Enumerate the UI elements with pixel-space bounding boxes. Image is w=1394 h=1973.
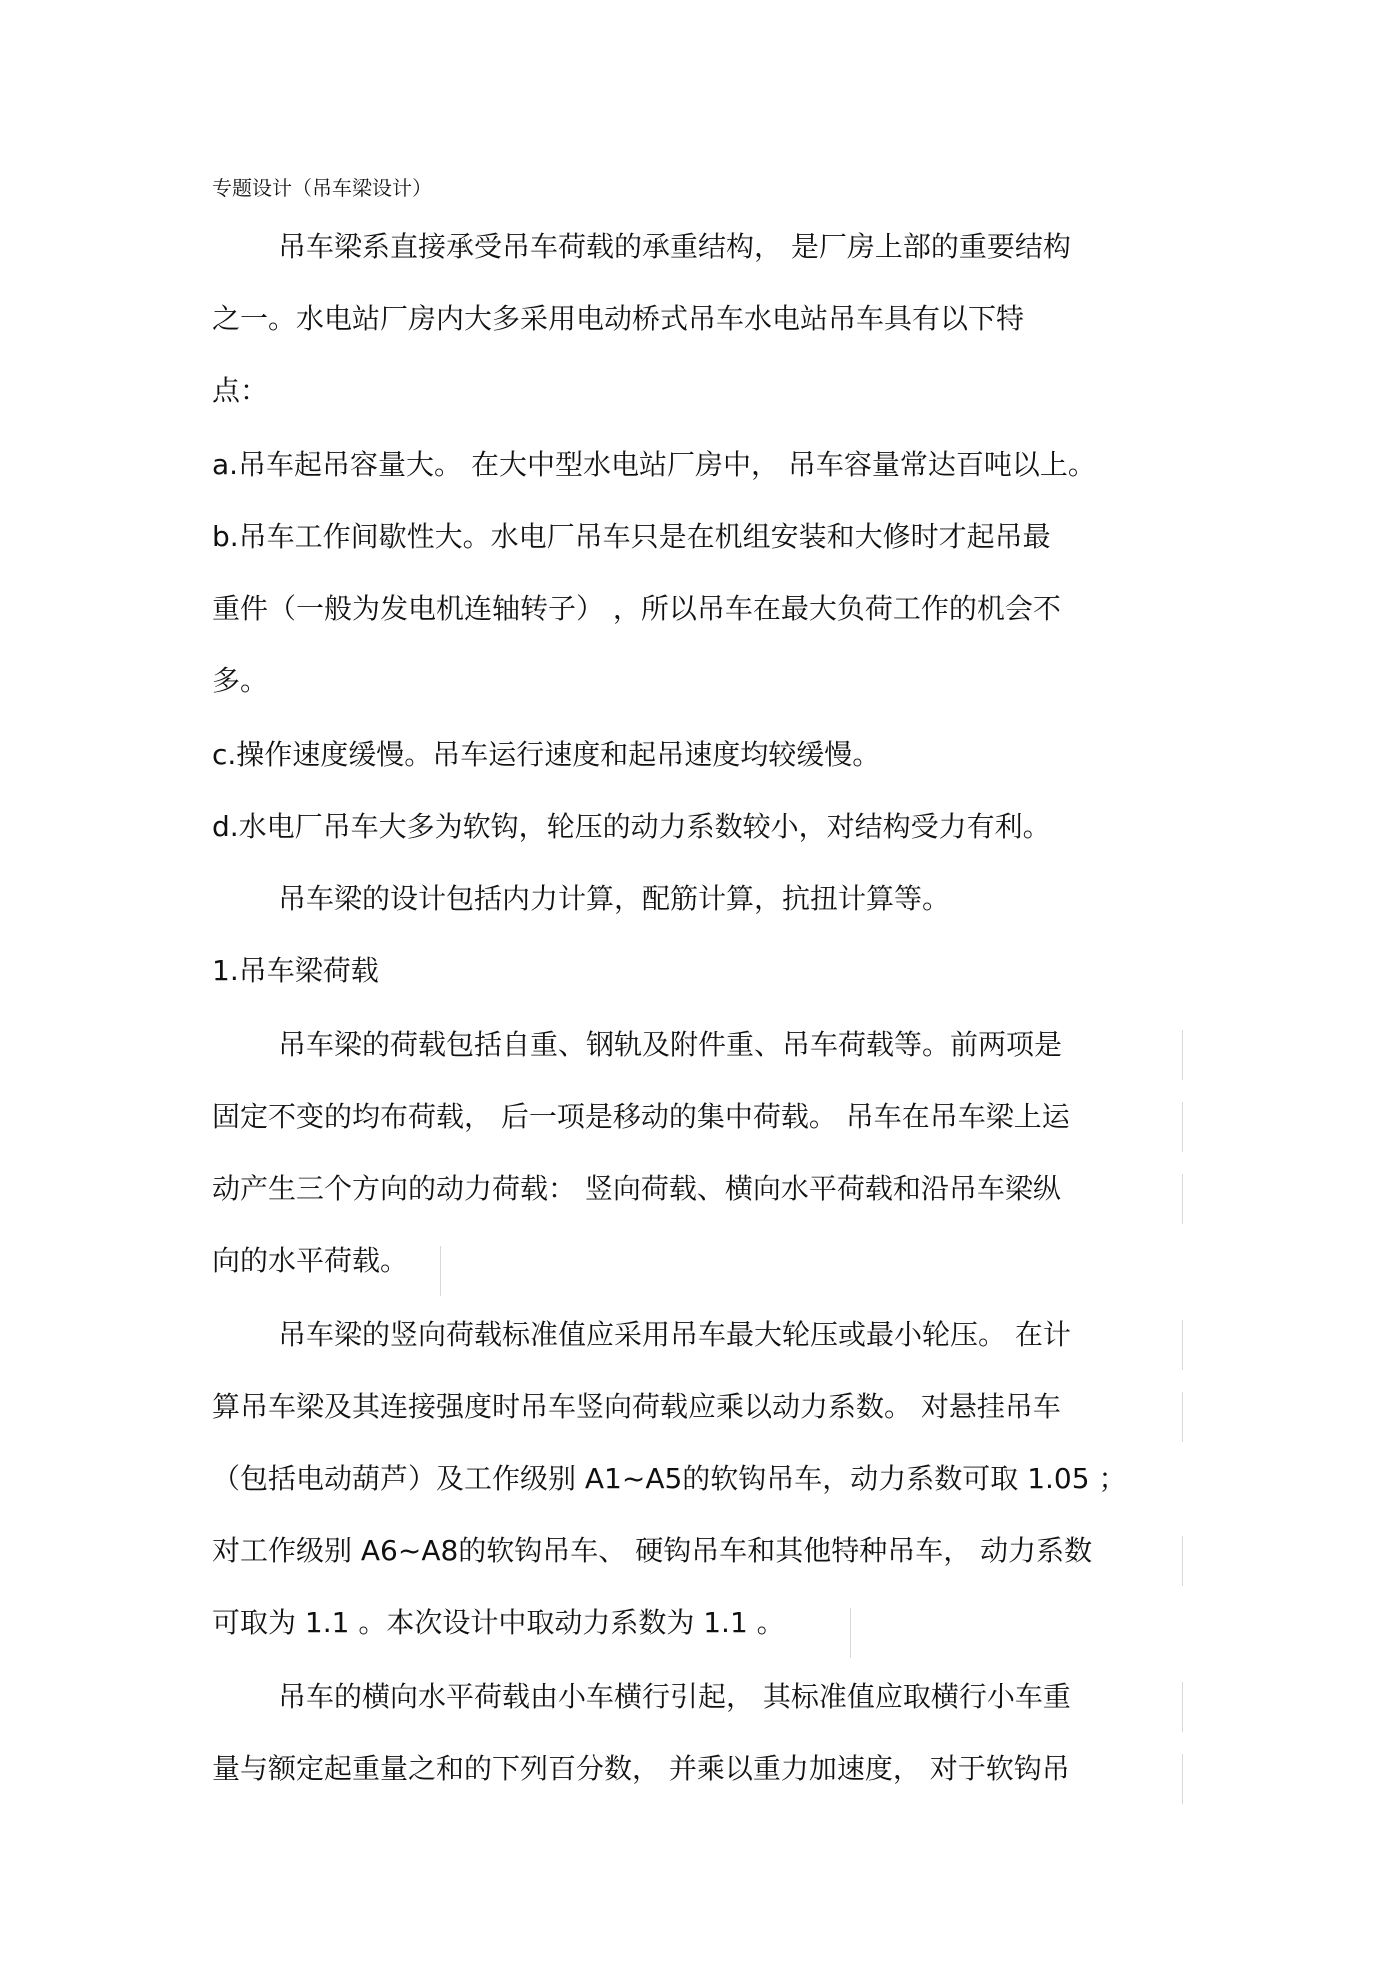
scan-rule: [1182, 1392, 1183, 1442]
scan-rule: [1182, 1682, 1183, 1732]
paragraph-line: 吊车梁系直接承受吊车荷载的承重结构， 是厂房上部的重要结构: [278, 230, 1071, 263]
paragraph-line: 点：: [212, 374, 269, 407]
list-item-b-continued: 重件（一般为发电机连轴转子） ，所以吊车在最大负荷工作的机会不: [212, 592, 1061, 625]
list-item-a: a.吊车起吊容量大。 在大中型水电站厂房中， 吊车容量常达百吨以上。: [212, 448, 1096, 481]
paragraph-line: 吊车梁的竖向荷载标准值应采用吊车最大轮压或最小轮压。 在计: [278, 1318, 1071, 1351]
list-item-b: b.吊车工作间歇性大。水电厂吊车只是在机组安装和大修时才起吊最: [212, 520, 1051, 553]
scan-rule: [1182, 1030, 1183, 1080]
scan-rule: [1182, 1536, 1183, 1586]
paragraph-line: 吊车梁的荷载包括自重、钢轨及附件重、吊车荷载等。前两项是: [278, 1028, 1063, 1061]
paragraph-line: 算吊车梁及其连接强度时吊车竖向荷载应乘以动力系数。 对悬挂吊车: [212, 1390, 1061, 1423]
list-item-b-continued: 多。: [212, 664, 269, 697]
paragraph-line: 量与额定起重量之和的下列百分数， 并乘以重力加速度， 对于软钩吊: [212, 1752, 1070, 1785]
paragraph-line: 吊车梁的设计包括内力计算，配筋计算，抗扭计算等。: [278, 882, 951, 915]
list-item-d: d.水电厂吊车大多为软钩，轮压的动力系数较小，对结构受力有利。: [212, 810, 1051, 843]
document-header: 专题设计（吊车梁设计）: [212, 176, 432, 200]
scan-rule: [1182, 1174, 1183, 1224]
scan-rule: [1182, 1102, 1183, 1152]
scan-rule: [1182, 1320, 1183, 1370]
scan-rule: [440, 1246, 441, 1296]
scan-rule: [850, 1608, 851, 1658]
paragraph-line: 对工作级别 A6~A8的软钩吊车、 硬钩吊车和其他特种吊车， 动力系数: [212, 1534, 1093, 1567]
paragraph-line: 动产生三个方向的动力荷载： 竖向荷载、横向水平荷载和沿吊车梁纵: [212, 1172, 1061, 1205]
paragraph-line: 吊车的横向水平荷载由小车横行引起， 其标准值应取横行小车重: [278, 1680, 1071, 1713]
paragraph-line: （包括电动葫芦）及工作级别 A1~A5的软钩吊车，动力系数可取 1.05 ；: [212, 1462, 1127, 1495]
section-heading: 1.吊车梁荷载: [212, 954, 379, 987]
paragraph-line: 可取为 1.1 。本次设计中取动力系数为 1.1 。: [212, 1606, 785, 1639]
scan-rule: [1182, 1754, 1183, 1804]
paragraph-line: 向的水平荷载。: [212, 1244, 409, 1277]
paragraph-line: 之一。水电站厂房内大多采用电动桥式吊车水电站吊车具有以下特: [212, 302, 1025, 335]
paragraph-line: 固定不变的均布荷载， 后一项是移动的集中荷载。 吊车在吊车梁上运: [212, 1100, 1070, 1133]
list-item-c: c.操作速度缓慢。吊车运行速度和起吊速度均较缓慢。: [212, 738, 881, 771]
